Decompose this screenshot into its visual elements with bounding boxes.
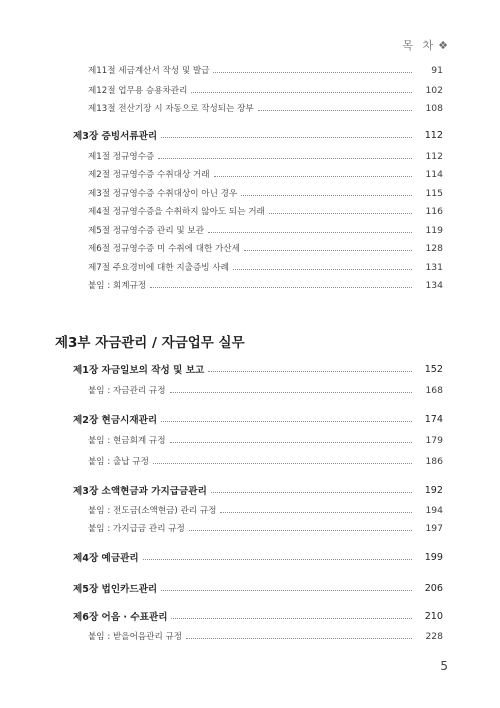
entry-label: 붙임 : 출납 규정	[88, 457, 149, 467]
entry-page: 179	[425, 434, 443, 446]
chapter-page: 192	[424, 484, 443, 496]
dot-leader	[171, 618, 412, 619]
chapter-label: 제1장 자금일보의 작성 및 보고	[73, 365, 205, 376]
toc-entry[interactable]	[0, 277, 500, 293]
dot-leader	[208, 232, 412, 233]
toc-entry[interactable]	[0, 432, 500, 448]
chapter-page: 152	[424, 363, 443, 375]
dot-leader	[191, 92, 412, 93]
dot-leader	[161, 590, 412, 591]
entry-label: 붙임 : 현금회계 규정	[88, 436, 166, 446]
entry-page: 112	[425, 150, 443, 162]
toc-entry[interactable]	[0, 222, 500, 238]
dot-leader	[244, 250, 412, 251]
entry-label: 제4절 정규영수증을 수취하지 않아도 되는 거래	[88, 207, 265, 217]
entry-label: 제7절 주요경비에 대한 지출증빙 사례	[88, 263, 229, 273]
chapter-page: 210	[424, 610, 443, 622]
entry-label: 제1절 정규영수증	[88, 152, 155, 162]
dot-leader	[269, 213, 412, 214]
entry-label: 붙임 : 회계규정	[88, 281, 147, 291]
dot-leader	[211, 492, 412, 493]
part-heading: 제3부 자금관리 / 자금업무 실무	[55, 335, 245, 351]
entry-page: 134	[425, 279, 443, 291]
dot-leader	[170, 442, 412, 443]
dot-leader	[158, 158, 412, 159]
toc-entry[interactable]	[0, 240, 500, 256]
entry-label: 제12절 업무용 승용차관리	[88, 86, 188, 96]
dot-leader	[233, 269, 412, 270]
entry-page: 186	[425, 455, 443, 467]
entry-page: 194	[425, 504, 443, 516]
entry-page: 119	[425, 224, 443, 236]
entry-label: 붙임 : 가지급금 관리 규정	[88, 524, 185, 534]
entry-label: 제2절 정규영수증 수취대상 거래	[88, 170, 210, 180]
entry-label: 붙임 : 전도금(소액현금) 관리 규정	[88, 506, 217, 516]
entry-page: 228	[425, 630, 443, 642]
page-number: 5	[440, 659, 448, 673]
toc-chapter-entry[interactable]	[0, 411, 500, 427]
toc-entry[interactable]	[0, 203, 500, 219]
dot-leader	[214, 176, 412, 177]
toc-chapter-entry[interactable]	[0, 549, 500, 565]
entry-page: 114	[425, 168, 443, 180]
dot-leader	[153, 463, 412, 464]
entry-label: 붙임 : 받을어음관리 규정	[88, 632, 183, 642]
dot-leader	[186, 638, 412, 639]
header-title: 목 차	[402, 39, 437, 52]
dot-leader	[258, 110, 412, 111]
entry-page: 102	[425, 84, 443, 96]
toc-entry[interactable]	[0, 453, 500, 469]
entry-page: 108	[425, 102, 443, 114]
entry-page: 115	[425, 187, 443, 199]
dot-leader	[170, 392, 412, 393]
chapter-label: 제2장 현금시재관리	[73, 415, 158, 426]
toc-chapter-entry[interactable]	[0, 127, 500, 143]
toc-chapter-entry[interactable]	[0, 608, 500, 624]
entry-page: 116	[425, 205, 443, 217]
toc-entry[interactable]	[0, 382, 500, 398]
entry-label: 붙임 : 자금관리 규정	[88, 386, 166, 396]
dot-leader	[161, 137, 412, 138]
entry-label: 제3절 정규영수증 수취대상이 아닌 경우	[88, 189, 238, 199]
dot-leader	[150, 287, 412, 288]
toc-entry[interactable]	[0, 185, 500, 201]
entry-page: 128	[425, 242, 443, 254]
chapter-label: 제3장 증빙서류관리	[73, 131, 158, 142]
chapter-page: 206	[424, 582, 443, 594]
dot-leader	[189, 530, 412, 531]
dot-leader	[208, 371, 412, 372]
toc-entry[interactable]	[0, 166, 500, 182]
entry-label: 제6절 정규영수증 미 수취에 대한 가산세	[88, 244, 240, 254]
dot-leader	[220, 512, 412, 513]
chapter-page: 174	[424, 413, 443, 425]
toc-entry[interactable]	[0, 82, 500, 98]
toc-chapter-entry[interactable]	[0, 361, 500, 377]
toc-chapter-entry[interactable]	[0, 580, 500, 596]
toc-chapter-entry[interactable]	[0, 482, 500, 498]
entry-page: 197	[425, 522, 443, 534]
entry-page: 91	[431, 64, 443, 76]
toc-entry[interactable]	[0, 259, 500, 275]
diamond-ornament-icon: ❖	[438, 39, 448, 52]
dot-leader	[241, 195, 412, 196]
toc-entry[interactable]	[0, 628, 500, 644]
toc-entry[interactable]	[0, 520, 500, 536]
dot-leader	[161, 421, 412, 422]
entry-label: 제13절 전산기장 시 자동으로 작성되는 장부	[88, 104, 254, 114]
toc-entry[interactable]	[0, 148, 500, 164]
dot-leader	[143, 559, 412, 560]
chapter-label: 제6장 어음 · 수표관리	[73, 612, 168, 623]
running-header	[402, 37, 448, 53]
entry-page: 168	[425, 384, 443, 396]
chapter-label: 제3장 소액현금과 가지급금관리	[73, 486, 207, 497]
chapter-label: 제5장 법인카드관리	[73, 584, 158, 595]
toc-entry[interactable]	[0, 502, 500, 518]
dot-leader	[213, 72, 412, 73]
entry-label: 제11절 세금계산서 작성 및 발급	[88, 66, 210, 76]
chapter-page: 112	[424, 129, 443, 141]
chapter-page: 199	[424, 551, 443, 563]
toc-entry[interactable]	[0, 100, 500, 116]
chapter-label: 제4장 예금관리	[73, 553, 139, 564]
toc-entry[interactable]	[0, 62, 500, 78]
entry-page: 131	[425, 261, 443, 273]
entry-label: 제5절 정규영수증 관리 및 보관	[88, 226, 205, 236]
